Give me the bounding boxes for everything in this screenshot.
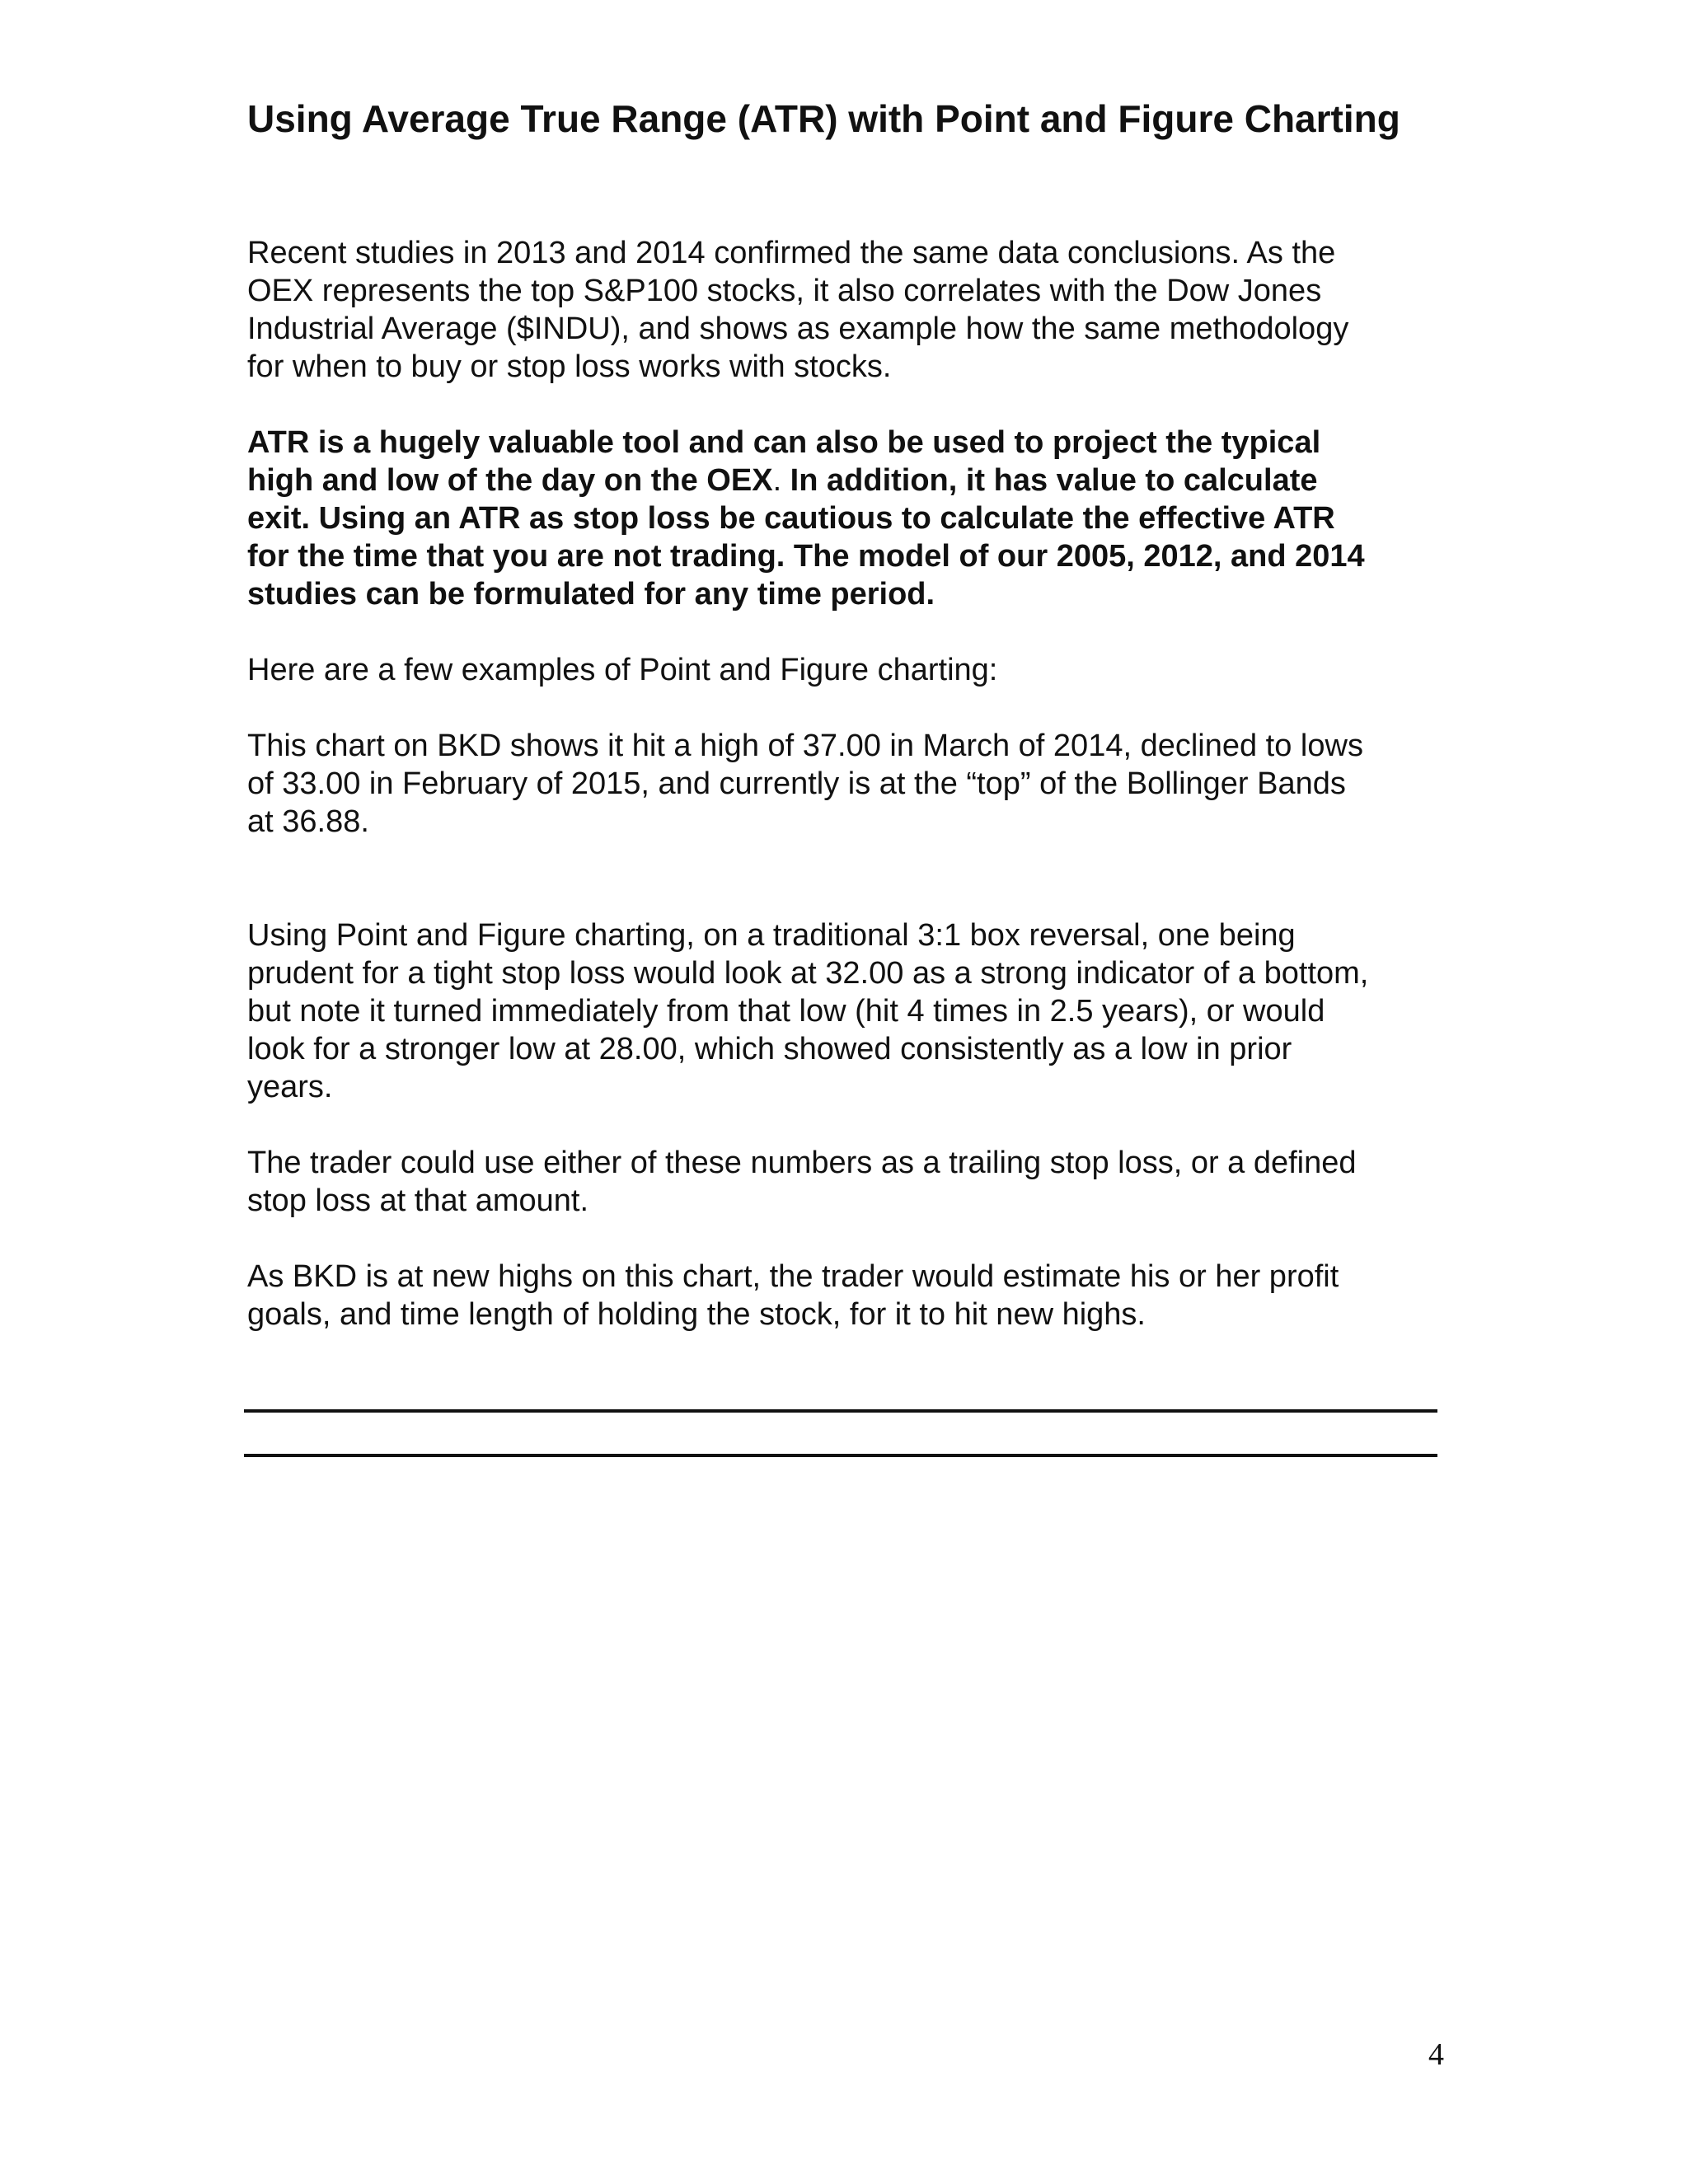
paragraph-trailing-stop <box>247 1144 1451 1220</box>
page-title: Using Average True Range (ATR) with Point and Figure Charting <box>247 97 1400 140</box>
text-line: This chart on BKD shows it hit a high of 37.00 in March of 2014, declined to lows <box>247 729 1363 763</box>
text-line: Using Point and Figure charting, on a traditional 3:1 box reversal, one being <box>247 918 1296 953</box>
text-line: As BKD is at new highs on this chart, the trader would estimate his or her profit <box>247 1259 1339 1294</box>
paragraph-atr-value <box>247 424 1451 613</box>
horizontal-rule <box>244 1454 1437 1457</box>
text-line: exit. Using an ATR as stop loss be cautious to calculate the effective ATR <box>247 501 1335 536</box>
text-line: studies can be formulated for any time period. <box>247 577 935 612</box>
text-line: of 33.00 in February of 2015, and currently is at the “top” of the Bollinger Bands <box>247 766 1346 801</box>
text-line: OEX represents the top S&P100 stocks, it also correlates with the Dow Jones <box>247 274 1322 308</box>
text-line: look for a stronger low at 28.00, which showed consistently as a low in prior <box>247 1032 1292 1066</box>
text-line: years. <box>247 1070 333 1104</box>
text-line: at 36.88. <box>247 804 369 839</box>
bold-phrase: In addition, it has value to calculate <box>781 463 1318 498</box>
bold-phrase: high and low of the day on the OEX <box>247 463 773 498</box>
text-line: Industrial Average ($INDU), and shows as example how the same methodology <box>247 312 1349 346</box>
text-line: ATR is a hugely valuable tool and can also be used to project the typical <box>247 425 1321 460</box>
text-line: for the time that you are not trading. The model of our 2005, 2012, and 2014 <box>247 539 1365 574</box>
normal-period: . <box>772 463 782 498</box>
paragraph-bkd-chart <box>247 727 1451 841</box>
text-line: for when to buy or stop loss works with stocks. <box>247 349 892 384</box>
horizontal-rule <box>244 1409 1437 1413</box>
text-line: The trader could use either of these numbers as a trailing stop loss, or a defined <box>247 1146 1357 1180</box>
document-body <box>247 234 1451 1333</box>
text-line: Here are a few examples of Point and Figure charting: <box>247 653 998 687</box>
paragraph-point-and-figure <box>247 916 1451 1106</box>
text-line: prudent for a tight stop loss would look at 32.00 as a strong indicator of a bottom, <box>247 956 1369 991</box>
page-number: 4 <box>1428 2037 1444 2072</box>
text-line <box>247 462 1451 499</box>
paragraph-new-highs <box>247 1258 1451 1333</box>
text-line: goals, and time length of holding the stock, for it to hit new highs. <box>247 1297 1146 1332</box>
paragraph-examples-intro <box>247 651 1451 689</box>
paragraph-recent-studies <box>247 234 1451 386</box>
text-line: Recent studies in 2013 and 2014 confirmed the same data conclusions. As the <box>247 236 1336 270</box>
text-line: but note it turned immediately from that low (hit 4 times in 2.5 years), or would <box>247 994 1325 1029</box>
text-line: stop loss at that amount. <box>247 1183 589 1218</box>
